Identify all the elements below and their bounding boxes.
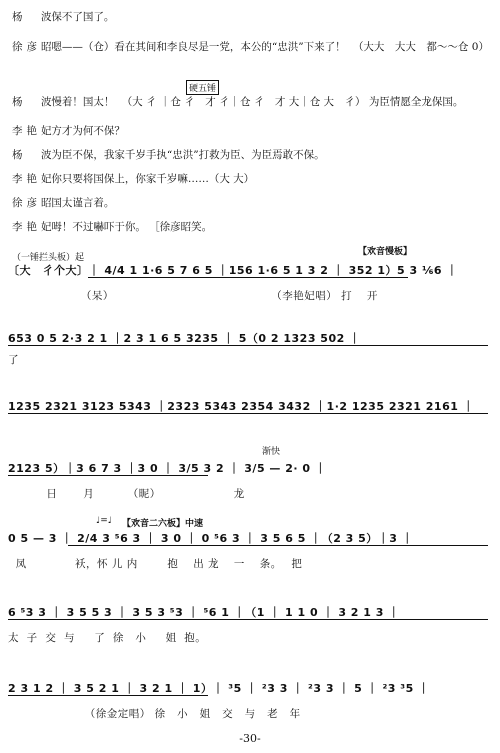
- dialogue-text: 保不了国了。: [51, 11, 115, 23]
- jianpu-notes: 1235 2321 3123 5343 ｜2323 5343 2354 3432 ｜1·2 1235 2321 2161 ｜: [8, 400, 475, 413]
- lyrics-line: （呆） （李艳妃唱） 打 开: [8, 290, 378, 302]
- tempo-equivalence: ♩=♩: [96, 516, 113, 526]
- lyrics-line: 凤 袄，怀 儿 内 抱 出 龙 一 条。 把: [8, 558, 303, 570]
- jianpu-notes: 0 5 — 3 ｜ 2/4 3 ⁵6 3 ｜ 3 0 ｜ 0 ⁵6 3 ｜ 3 5 6 5 ｜（2 3 5）｜3 ｜: [8, 532, 414, 545]
- percussion-cue: （大大 大大 都～～仓 0）: [352, 41, 489, 53]
- page-number: -30-: [239, 732, 261, 745]
- dialogue-line: [12, 124, 492, 138]
- stage-direction: ［徐彦昭笑。: [149, 221, 213, 233]
- gong-pattern-tag: 硬五锤: [186, 80, 219, 95]
- speaker-name: 杨 波: [12, 149, 56, 161]
- lyrics-line: 了: [8, 354, 19, 366]
- dialogue-text: 为臣情愿全龙保国。: [368, 96, 464, 108]
- lyrics-line: （徐金定唱） 徐 小 姐 交 与 老 年: [8, 708, 301, 720]
- beam: [8, 475, 208, 476]
- score-system: [8, 460, 494, 510]
- dialogue-line: [12, 95, 492, 109]
- score-system: [8, 530, 494, 580]
- score-system: [8, 262, 494, 312]
- speaker-name: 杨 波: [12, 11, 56, 23]
- score-system: [8, 398, 494, 438]
- speaker-name: 徐彦昭: [12, 197, 56, 209]
- speaker-name: 杨 波: [12, 96, 56, 108]
- dialogue-text: 慢着！国太！: [51, 96, 115, 108]
- dialogue-text: 为臣不保，我家千岁手执“忠洪”打救为臣、为臣焉敢不保。: [51, 149, 325, 161]
- jianpu-notes: 〔大 彳个大〕｜ 4/4 1 1·6 5 7 6 5 ｜156 1·6 5 1 3 2 ｜ 352 1）5 3 ⅙6 ｜: [8, 264, 458, 277]
- jianpu-notes: 2123 5）｜3 6 7 3 ｜3 0 ｜ 3/5 3 2 ｜ 3/5 — 2· 0 ｜: [8, 462, 327, 475]
- dialogue-text: 你只要将国保上，你家千岁嘛……（大 大）: [51, 173, 255, 185]
- percussion-cue: （大 彳 ｜仓 彳 才 彳｜仓 彳 才 大｜仓 大 彳）: [121, 96, 366, 108]
- beam: [68, 545, 488, 546]
- beam: [8, 619, 488, 620]
- score-system: [8, 680, 494, 730]
- beam: [8, 695, 208, 696]
- jianpu-notes: 2 3 1 2 ｜ 3 5 2 1 ｜ 3 2 1 ｜ 1）｜ ³5 ｜ ²3 3 ｜ ²3 3 ｜ 5 ｜ ²3 ³5 ｜: [8, 682, 430, 695]
- beam: [8, 345, 488, 346]
- beam: [8, 413, 488, 414]
- dialogue-text: 嗯——（仓）看在其间和李良尽是一党，本公的“忠洪”下来了！: [51, 41, 346, 53]
- section-tag: 【欢音二六板】中速: [122, 519, 204, 529]
- dialogue-line: [12, 40, 492, 54]
- section-tag: 【欢音慢板】: [358, 247, 413, 257]
- jianpu-notes: 6 ⁵3 3 ｜ 3 5 5 3 ｜ 3 5 3 ⁵3 ｜ ⁵6 1 ｜（1 ｜ 1 1 0 ｜ 3 2 1 3 ｜: [8, 606, 400, 619]
- dialogue-line: [12, 10, 492, 24]
- lyrics-line: 太 子 交 与 了 徐 小 姐 抱。: [8, 632, 207, 644]
- dialogue-line: [12, 196, 492, 210]
- tempo-marking: 渐快: [262, 447, 281, 457]
- dialogue-line: [12, 220, 492, 234]
- speaker-name: 李艳妃: [12, 125, 56, 137]
- speaker-name: 李艳妃: [12, 173, 56, 185]
- dialogue-text: 呣！不过嚇吓于你。: [51, 221, 146, 233]
- beam: [88, 277, 408, 278]
- dialogue-line: [12, 148, 492, 162]
- dialogue-line: [12, 172, 492, 186]
- speaker-name: 徐彦昭: [12, 41, 56, 53]
- tempo-marking: （一锤拦头板）起: [12, 253, 85, 263]
- lyrics-line: 日 月 （昵） 龙: [8, 488, 245, 500]
- jianpu-notes: 653 0 5 2·3 2 1 ｜2 3 1 6 5 3235 ｜ 5（0 2 1323 502 ｜: [8, 332, 361, 345]
- score-system: [8, 330, 494, 380]
- score-system: [8, 604, 494, 654]
- dialogue-text: 国太谨言着。: [51, 197, 115, 209]
- speaker-name: 李艳妃: [12, 221, 56, 233]
- dialogue-text: 方才为何不保？: [51, 125, 125, 137]
